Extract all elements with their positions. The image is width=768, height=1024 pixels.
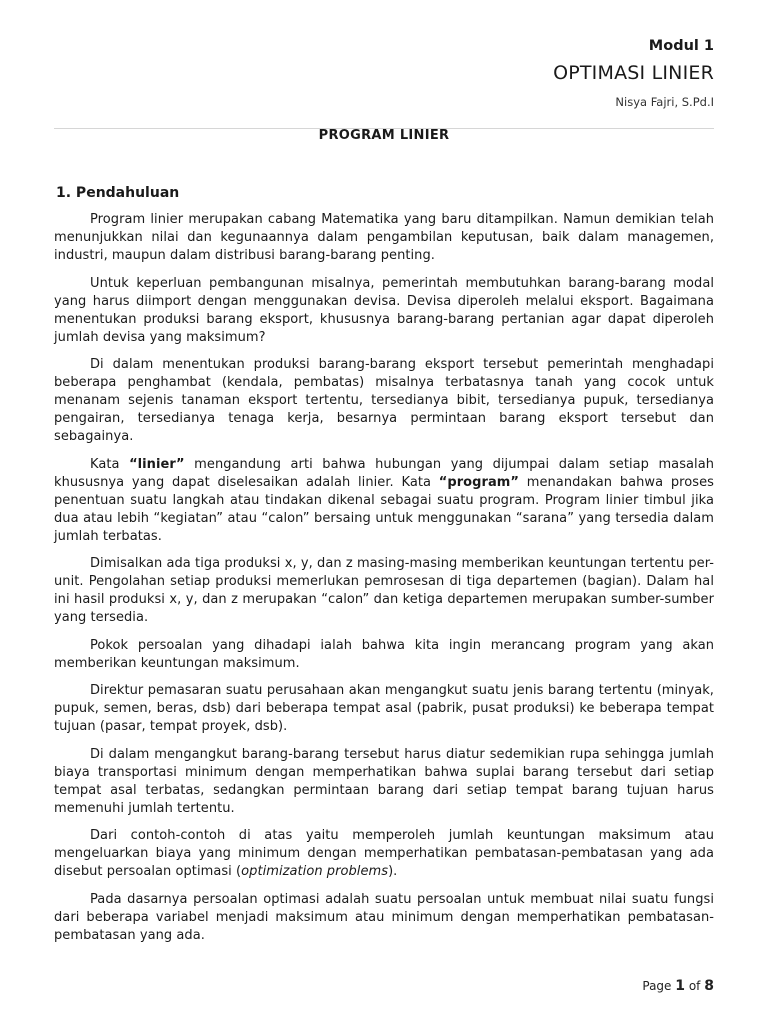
module-title: OPTIMASI LINIER	[553, 62, 714, 84]
italic-term: optimization problems	[241, 864, 389, 879]
page-word: Page	[642, 979, 672, 993]
paragraph-text: Dari contoh-contoh di atas yaitu memperoleh jumlah keuntungan maksimum atau mengeluarkan biaya yang minimum dengan memperhatikan pembatasan-pembatasan yang ada disebut persoalan optimasi (	[54, 828, 714, 879]
paragraph-text: Program linier merupakan cabang Matematika yang baru ditampilkan. Namun demikian telah menunjukkan nilai dan kegunaannya dalam pengambilan keputusan, baik dalam managemen, industri, maupun dalam distribusi barang-barang penting.	[54, 212, 714, 263]
section-heading: 1. Pendahuluan	[56, 185, 180, 201]
paragraph-text: ).	[388, 864, 398, 879]
body-paragraph	[54, 275, 714, 347]
body-paragraph	[54, 356, 714, 446]
bold-term: “program”	[438, 474, 519, 490]
body-paragraph	[54, 682, 714, 736]
body-paragraph	[54, 827, 714, 881]
module-label: Modul 1	[648, 38, 714, 54]
body-paragraph	[54, 746, 714, 818]
paragraph-text: Untuk keperluan pembangunan misalnya, pemerintah membutuhkan barang-barang modal yang harus diimport dengan menggunakan devisa. Devisa diperoleh melalui eksport. Bagaimana menentukan produksi barang eksport, khususnya barang-barang pertanian agar dapat diperoleh jumlah devisa yang maksimum?	[54, 275, 714, 345]
paragraph-text: Dimisalkan ada tiga produksi x, y, dan z masing-masing memberikan keuntungan tertentu per-unit. Pengolahan setiap produksi memerlukan pemrosesan di tiga departemen (bagian). Dalam hal ini hasil produksi x, y, dan z merupakan “calon” dan ketiga departemen merupakan sumber-sumber yang tersedia.	[54, 556, 714, 625]
body-paragraph	[54, 637, 714, 673]
paragraph-text: Di dalam menentukan produksi barang-barang eksport tersebut pemerintah menghadapi beberapa penghambat (kendala, pembatas) misalnya terbatasnya tanah yang cocok untuk menanam sejenis tanaman eksport tertentu, tersedianya bibit, tersedianya pupuk, tersedianya pengairan, tersedianya tenaga kerja, besarnya permintaan barang eksport tersebut dan sebagainya.	[54, 357, 714, 444]
page-footer	[642, 978, 714, 994]
paragraph-list	[54, 211, 714, 945]
paragraph-text: Kata	[90, 456, 130, 472]
of-word: of	[688, 979, 701, 993]
body-paragraph	[54, 555, 714, 627]
body-paragraph	[54, 456, 714, 546]
bold-term: “linier”	[129, 456, 185, 472]
paragraph-text: menandakan bahwa proses penentuan suatu langkah atau tindakan dikenal sebagai suatu program. Program linier timbul jika dua atau lebih “kegiatan” atau “calon” bersaing untuk menggunakan “sarana” yang tersedia dalam jumlah terbatas.	[54, 474, 714, 544]
paragraph-text: Pada dasarnya persoalan optimasi adalah suatu persoalan untuk membuat nilai suatu fungsi dari beberapa variabel menjadi maksimum atau minimum dengan memperhatikan pembatasan-pembatasan yang ada.	[54, 891, 714, 943]
paragraph-text: mengandung arti bahwa hubungan yang dijumpai dalam setiap masalah khususnya yang dapat diselesaikan adalah linier. Kata	[54, 456, 714, 490]
document-title: PROGRAM LINIER	[318, 128, 450, 143]
paragraph-text: Di dalam mengangkut barang-barang tersebut harus diatur sedemikian rupa sehingga jumlah biaya transportasi minimum dengan memperhatikan bahwa suplai barang tersebut dari setiap tempat asal terbatas, sedangkan permintaan barang dari setiap tempat barang tujuan harus memenuhi jumlah tertentu.	[54, 746, 714, 816]
current-page-number: 1	[675, 978, 686, 994]
main-content	[54, 184, 714, 954]
body-paragraph	[54, 211, 714, 265]
document-header	[553, 36, 714, 110]
author-name: Nisya Fajri, S.Pd.I	[615, 95, 714, 109]
paragraph-text: Pokok persoalan yang dihadapi ialah bahwa kita ingin merancang program yang akan memberikan keuntungan maksimum.	[54, 637, 714, 671]
total-pages-number: 8	[704, 978, 714, 994]
body-paragraph	[54, 891, 714, 945]
paragraph-text: Direktur pemasaran suatu perusahaan akan mengangkut suatu jenis barang tertentu (minyak, pupuk, semen, beras, dsb) dari beberapa tempat asal (pabrik, pusat produksi) ke beberapa tempat tujuan (pasar, tempat proyek, dsb).	[54, 683, 714, 734]
